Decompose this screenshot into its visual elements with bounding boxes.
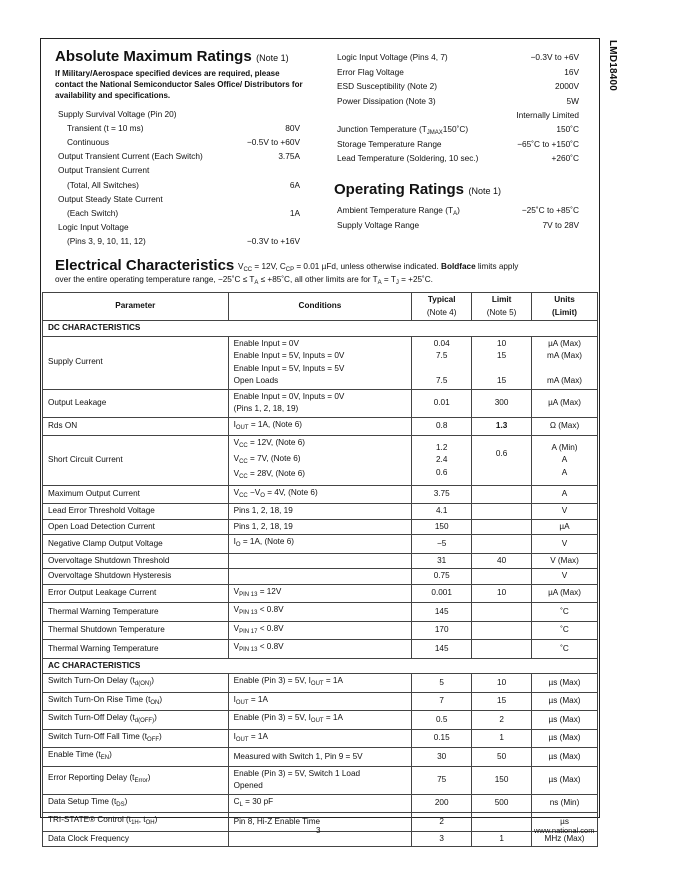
cell-limit: 15 [472,692,532,711]
abs-max-heading [55,48,289,66]
table-row [43,711,598,730]
cell-units: ˚C [532,621,598,640]
cell-conditions: $V_{CC} -V_O = 4V$, (Note 6) [228,485,412,504]
cell-typical: 31 [412,553,472,569]
cell-limit: 150 [472,766,532,794]
abs-max-right-label: Storage Temperature Range [337,139,442,149]
table-row [43,504,598,520]
table-row [43,603,598,622]
cell-parameter: Switch Turn-Off Fall Time $(t_{OFF})$ [43,729,229,748]
cell-conditions [228,569,412,585]
cell-units: ˚C [532,603,598,622]
cell-parameter: Maximum Output Current [43,485,229,504]
cell-parameter: Overvoltage Shutdown Hysteresis [43,569,229,585]
abs-max-left-label: Output Transient Current (Each Switch) [58,151,203,162]
cell-limit [472,485,532,504]
abs-max-right-value: 16V [564,67,579,77]
abs-max-left-label: Output Transient Current [58,165,150,176]
cell-limit: 40 [472,553,532,569]
abs-max-right-label: Lead Temperature (Soldering, 10 sec.) [337,153,479,163]
table-row [43,748,598,767]
cell-parameter: Switch Turn-On Rise Time $(t_{ON})$ [43,692,229,711]
cell-typical: 0.5 [412,711,472,730]
cell-parameter: Negative Clamp Output Voltage [43,535,229,554]
cell-typical: 30 [412,748,472,767]
cell-limit: 0.6 [472,436,532,486]
elec-char-conditions-2: over the entire operating temperature range, −25˚C ≤ $T_A$ ≤ +85˚C, all other limits are for $T_A = T_J$ = +25˚C. [55,275,433,286]
cell-units: µA (Max) mA (Max) mA (Max) [532,336,598,389]
table-row [43,519,598,535]
abs-max-right-label: Error Flag Voltage [337,67,404,77]
cell-conditions: Enable (Pin 3) = 5V, $I_{OUT} = 1A$ [228,711,412,730]
cell-units: A [532,485,598,504]
abs-max-note: (Note 1) [256,53,289,63]
op-rating-label: Supply Voltage Range [337,220,420,230]
part-number-label: LMD18400 [607,40,618,92]
cell-limit [472,813,532,832]
page-number: 3 [316,826,321,835]
cell-typical: 5 [412,674,472,693]
table-row [43,389,598,417]
abs-max-left-value: 3.75A [278,151,300,162]
cell-typical: 0.75 [412,569,472,585]
cell-conditions: $V_{PIN 13} = 12V$ [228,584,412,603]
cell-limit: 500 [472,794,532,813]
cell-typical: 4.1 [412,504,472,520]
abs-max-right-value: 5W [566,96,579,106]
cell-limit: 50 [472,748,532,767]
cell-parameter: Thermal Warning Temperature [43,640,229,659]
cell-typical: 0.001 [412,584,472,603]
cell-typical: 2 [412,813,472,832]
cell-conditions: $V_{PIN 17} < 0.8V$ [228,621,412,640]
cell-conditions: $I_O = 1A$, (Note 6) [228,535,412,554]
op-rating-value: 7V to 28V [542,220,579,230]
table-row [43,584,598,603]
cell-units: µs (Max) [532,711,598,730]
cell-conditions: $I_{OUT} = 1A$, (Note 6) [228,417,412,436]
table-row [43,336,598,389]
abs-max-left-value: 80V [285,123,300,134]
cell-typical: 0.8 [412,417,472,436]
section-heading: DC CHARACTERISTICS [43,321,598,337]
cell-parameter: Overvoltage Shutdown Threshold [43,553,229,569]
header-conditions: Conditions [228,293,412,321]
cell-limit [472,504,532,520]
table-row [43,621,598,640]
cell-units: µs (Max) [532,692,598,711]
table-row [43,417,598,436]
abs-max-left-label: Output Steady State Current [58,193,163,204]
cell-units: ˚C [532,640,598,659]
military-warning: If Military/Aerospace specified devices are required, please contact the National Semiconductor Sales Office/ Distributors for availability and specifications. [55,69,303,100]
table-row [43,674,598,693]
abs-max-right-label: Power Dissipation (Note 3) [337,96,436,106]
cell-parameter: Supply Current [43,336,229,389]
table-row [43,766,598,794]
cell-units: µA [532,519,598,535]
table-row [43,794,598,813]
cell-conditions: Measured with Switch 1, Pin 9 = 5V [228,748,412,767]
cell-limit: 300 [472,389,532,417]
cell-units: µs [532,813,598,832]
cell-limit [472,535,532,554]
cell-units: ns (Min) [532,794,598,813]
cell-parameter: Lead Error Threshold Voltage [43,504,229,520]
cell-typical: 170 [412,621,472,640]
cell-conditions: $I_{OUT} = 1A$ [228,692,412,711]
abs-max-right-value: −65˚C to +150˚C [517,139,579,149]
cell-conditions: $V_{PIN 13} < 0.8V$ [228,640,412,659]
header-units: Units (Limit) [532,293,598,321]
table-row [43,569,598,585]
cell-conditions: Enable (Pin 3) = 5V, $I_{OUT} = 1A$ [228,674,412,693]
cell-typical: 0.01 [412,389,472,417]
cell-conditions: $I_{OUT} = 1A$ [228,729,412,748]
abs-max-left-value: 6A [289,179,300,190]
elec-char-conditions-1: $V_{CC} = 12V$, $C_{CP} = 0.01$ µFd, unless otherwise indicated. Boldface limits apply [238,262,519,273]
cell-units: µA (Max) [532,389,598,417]
abs-max-right-value: Internally Limited [516,110,579,120]
cell-limit [472,519,532,535]
cell-units: V (Max) [532,553,598,569]
cell-limit [472,640,532,659]
op-rating-value: −25˚C to +85˚C [521,205,579,215]
cell-typical: 150 [412,519,472,535]
abs-max-left-label: Continuous [67,137,109,148]
op-ratings-note: (Note 1) [468,186,501,196]
table-row [43,692,598,711]
abs-max-left-value: 1A [289,207,300,218]
table-row [43,485,598,504]
cell-conditions: Enable Input = 0V Enable Input = 5V, Inputs = 0V Enable Input = 5V, Inputs = 5V Open Loads [228,336,412,389]
cell-units: V [532,569,598,585]
cell-limit: 10 [472,584,532,603]
cell-parameter: Data Clock Frequency [43,831,229,847]
cell-conditions: Enable Input = 0V, Inputs = 0V (Pins 1, 2, 18, 19) [228,389,412,417]
table-row [43,640,598,659]
cell-limit: 10 [472,674,532,693]
cell-parameter: Switch Turn-Off Delay $(t_{d(OFF)})$ [43,711,229,730]
table-row [43,553,598,569]
header-parameter: Parameter [43,293,229,321]
cell-units: MHz (Max) [532,831,598,847]
cell-typical: 3.75 [412,485,472,504]
electrical-characteristics-table [42,292,598,847]
cell-units: V [532,504,598,520]
cell-conditions: $V_{PIN 13} < 0.8V$ [228,603,412,622]
cell-conditions: Pins 1, 2, 18, 19 [228,519,412,535]
cell-limit: 1 [472,831,532,847]
cell-units: µs (Max) [532,748,598,767]
cell-parameter: Thermal Shutdown Temperature [43,621,229,640]
cell-typical: 7 [412,692,472,711]
abs-max-left-label: (Total, All Switches) [67,179,139,190]
cell-parameter: Output Leakage [43,389,229,417]
abs-max-right-value: −0.3V to +6V [530,52,579,62]
cell-limit [472,621,532,640]
abs-max-left-label: Supply Survival Voltage (Pin 20) [58,109,177,119]
cell-typical: 200 [412,794,472,813]
cell-conditions: $V_{CC} = 12V$, (Note 6) $V_{CC} = 7V$, (Note 6) $V_{CC} = 28V$, (Note 6) [228,436,412,486]
cell-units: µA (Max) [532,584,598,603]
cell-limit: 10 15 15 [472,336,532,389]
table-row [43,535,598,554]
table-header-row [43,293,598,321]
cell-parameter: Short Circuit Current [43,436,229,486]
abs-max-right-value: 2000V [555,81,579,91]
section-row [43,321,598,337]
abs-max-left-label: Logic Input Voltage [58,221,129,232]
cell-conditions: Pins 1, 2, 18, 19 [228,504,412,520]
abs-max-right-label: ESD Susceptibility (Note 2) [337,81,438,91]
abs-max-title: Absolute Maximum Ratings [55,48,252,65]
cell-typical: 145 [412,603,472,622]
cell-units: µs (Max) [532,766,598,794]
cell-parameter: Data Setup Time $(t_{DS})$ [43,794,229,813]
elec-char-title: Electrical Characteristics [55,257,235,274]
abs-max-right-label: Junction Temperature $(T_{JMAX}150˚C)$ [337,124,469,136]
cell-conditions [228,553,412,569]
op-rating-label: Ambient Temperature Range $(T_A)$ [337,205,460,217]
cell-conditions: $C_L = 30$ pF [228,794,412,813]
cell-typical: 145 [412,640,472,659]
cell-units: V [532,535,598,554]
abs-max-left-label: (Each Switch) [67,207,119,218]
header-typical: Typical (Note 4) [412,293,472,321]
table-row [43,729,598,748]
cell-parameter: TRI-STATE® Control ($t_{1H}$, $t_{OH}$) [43,813,229,832]
abs-max-left-value: −0.5V to +60V [246,137,300,148]
cell-conditions: Enable (Pin 3) = 5V, Switch 1 Load Opened [228,766,412,794]
cell-limit: 1 [472,729,532,748]
cell-limit: 1.3 [472,417,532,436]
abs-max-right-value: +260˚C [551,153,579,163]
cell-conditions: Pin 8, Hi-Z Enable Time [228,813,412,832]
abs-max-right-value: 150˚C [556,124,579,134]
cell-units: A (Min) A A [532,436,598,486]
footer-url: www.national.com [534,826,595,835]
cell-parameter: Error Reporting Delay $(t_{Error})$ [43,766,229,794]
cell-parameter: Enable Time $(t_{EN})$ [43,748,229,767]
cell-parameter: Error Output Leakage Current [43,584,229,603]
cell-parameter: Rds ON [43,417,229,436]
cell-typical: 0.15 [412,729,472,748]
table-row [43,436,598,486]
section-heading: AC CHARACTERISTICS [43,658,598,674]
cell-typical: −5 [412,535,472,554]
cell-units: µs (Max) [532,729,598,748]
abs-max-right-label: Logic Input Voltage (Pins 4, 7) [337,52,448,62]
cell-units: Ω (Max) [532,417,598,436]
cell-parameter: Switch Turn-On Delay $(t_{d(ON)})$ [43,674,229,693]
abs-max-left-label: (Pins 3, 9, 10, 11, 12) [67,235,146,246]
cell-typical: 3 [412,831,472,847]
section-row [43,658,598,674]
cell-units: µs (Max) [532,674,598,693]
op-ratings-heading [334,181,501,199]
cell-limit: 2 [472,711,532,730]
header-limit: Limit (Note 5) [472,293,532,321]
cell-limit [472,569,532,585]
cell-typical: 75 [412,766,472,794]
cell-typical: 1.2 2.4 0.6 [412,436,472,486]
abs-max-left-value: −0.3V to +16V [246,235,300,246]
cell-parameter: Open Load Detection Current [43,519,229,535]
abs-max-left-label: Transient (t = 10 ms) [67,123,144,134]
cell-parameter: Thermal Warning Temperature [43,603,229,622]
op-ratings-title: Operating Ratings [334,181,465,198]
cell-typical: 0.04 7.5 7.5 [412,336,472,389]
cell-limit [472,603,532,622]
